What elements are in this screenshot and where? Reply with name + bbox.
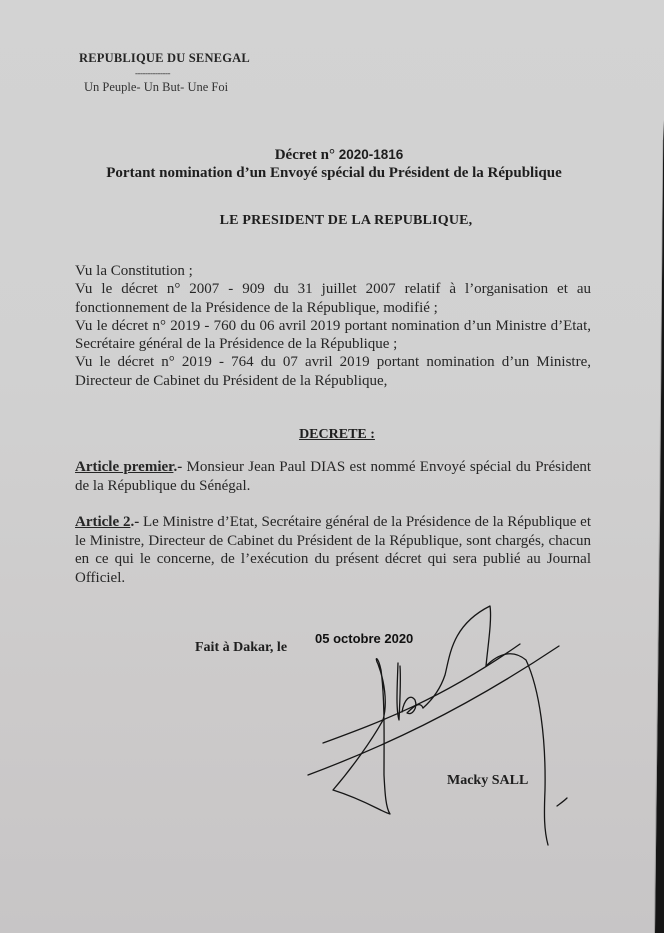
article-label: Article 2 — [75, 514, 131, 530]
page-edge-shadow — [652, 0, 664, 933]
article-separator: .- — [130, 514, 144, 530]
decree-prefix: Décret n° — [274, 147, 335, 163]
article-second — [75, 513, 591, 587]
consideration-item: Vu la Constitution ; — [75, 263, 193, 279]
consideration-item: Vu le décret n° 2007 - 909 du 31 juillet 2007 relatif à l’organisation et au fonctionnement de la Présidence de la République, modifié ; — [75, 281, 591, 316]
signatory-name: Macky SALL — [447, 773, 529, 788]
consideration-item: Vu le décret n° 2019 - 764 du 07 avril 2019 portant nomination d’un Ministre, Directeur de Cabinet du Président de la République, — [75, 354, 591, 389]
article-first — [75, 458, 591, 495]
consideration-item: Vu le décret n° 2019 - 760 du 06 avril 2019 portant nomination d’un Ministre d’Etat, Secrétaire général de la Présidence de la République ; — [75, 317, 591, 353]
signing-place: Fait à Dakar, le — [195, 640, 288, 655]
country-header: REPUBLIQUE DU SENEGAL — [79, 51, 250, 65]
decree-subtitle: Portant nomination d’un Envoyé spécial du Président de la République — [106, 165, 562, 181]
header-separator: -------------- — [135, 68, 170, 78]
authority-heading: LE PRESIDENT DE LA REPUBLIQUE, — [219, 213, 473, 228]
decree-title — [0, 147, 664, 164]
signing-date: 05 octobre 2020 — [315, 631, 414, 646]
article-label: Article premier — [75, 459, 174, 475]
decree-number: 2020-1816 — [338, 147, 404, 162]
article-text: Le Ministre d’Etat, Secrétaire général de la Présidence de la République et le Ministre, Directeur de Cabinet du Président de la République, sont chargés, chacun en ce qui le concerne, de l’exécution du présent décret qui sera publié au Journal Officiel. — [75, 514, 592, 586]
article-separator: .- — [173, 459, 187, 475]
considerations-block — [75, 262, 591, 390]
decrete-heading: DECRETE : — [299, 427, 375, 442]
national-motto: Un Peuple- Un But- Une Foi — [84, 80, 229, 94]
article-text: Monsieur Jean Paul DIAS est nommé Envoyé spécial du Président de la République du Sénégal. — [75, 459, 592, 494]
